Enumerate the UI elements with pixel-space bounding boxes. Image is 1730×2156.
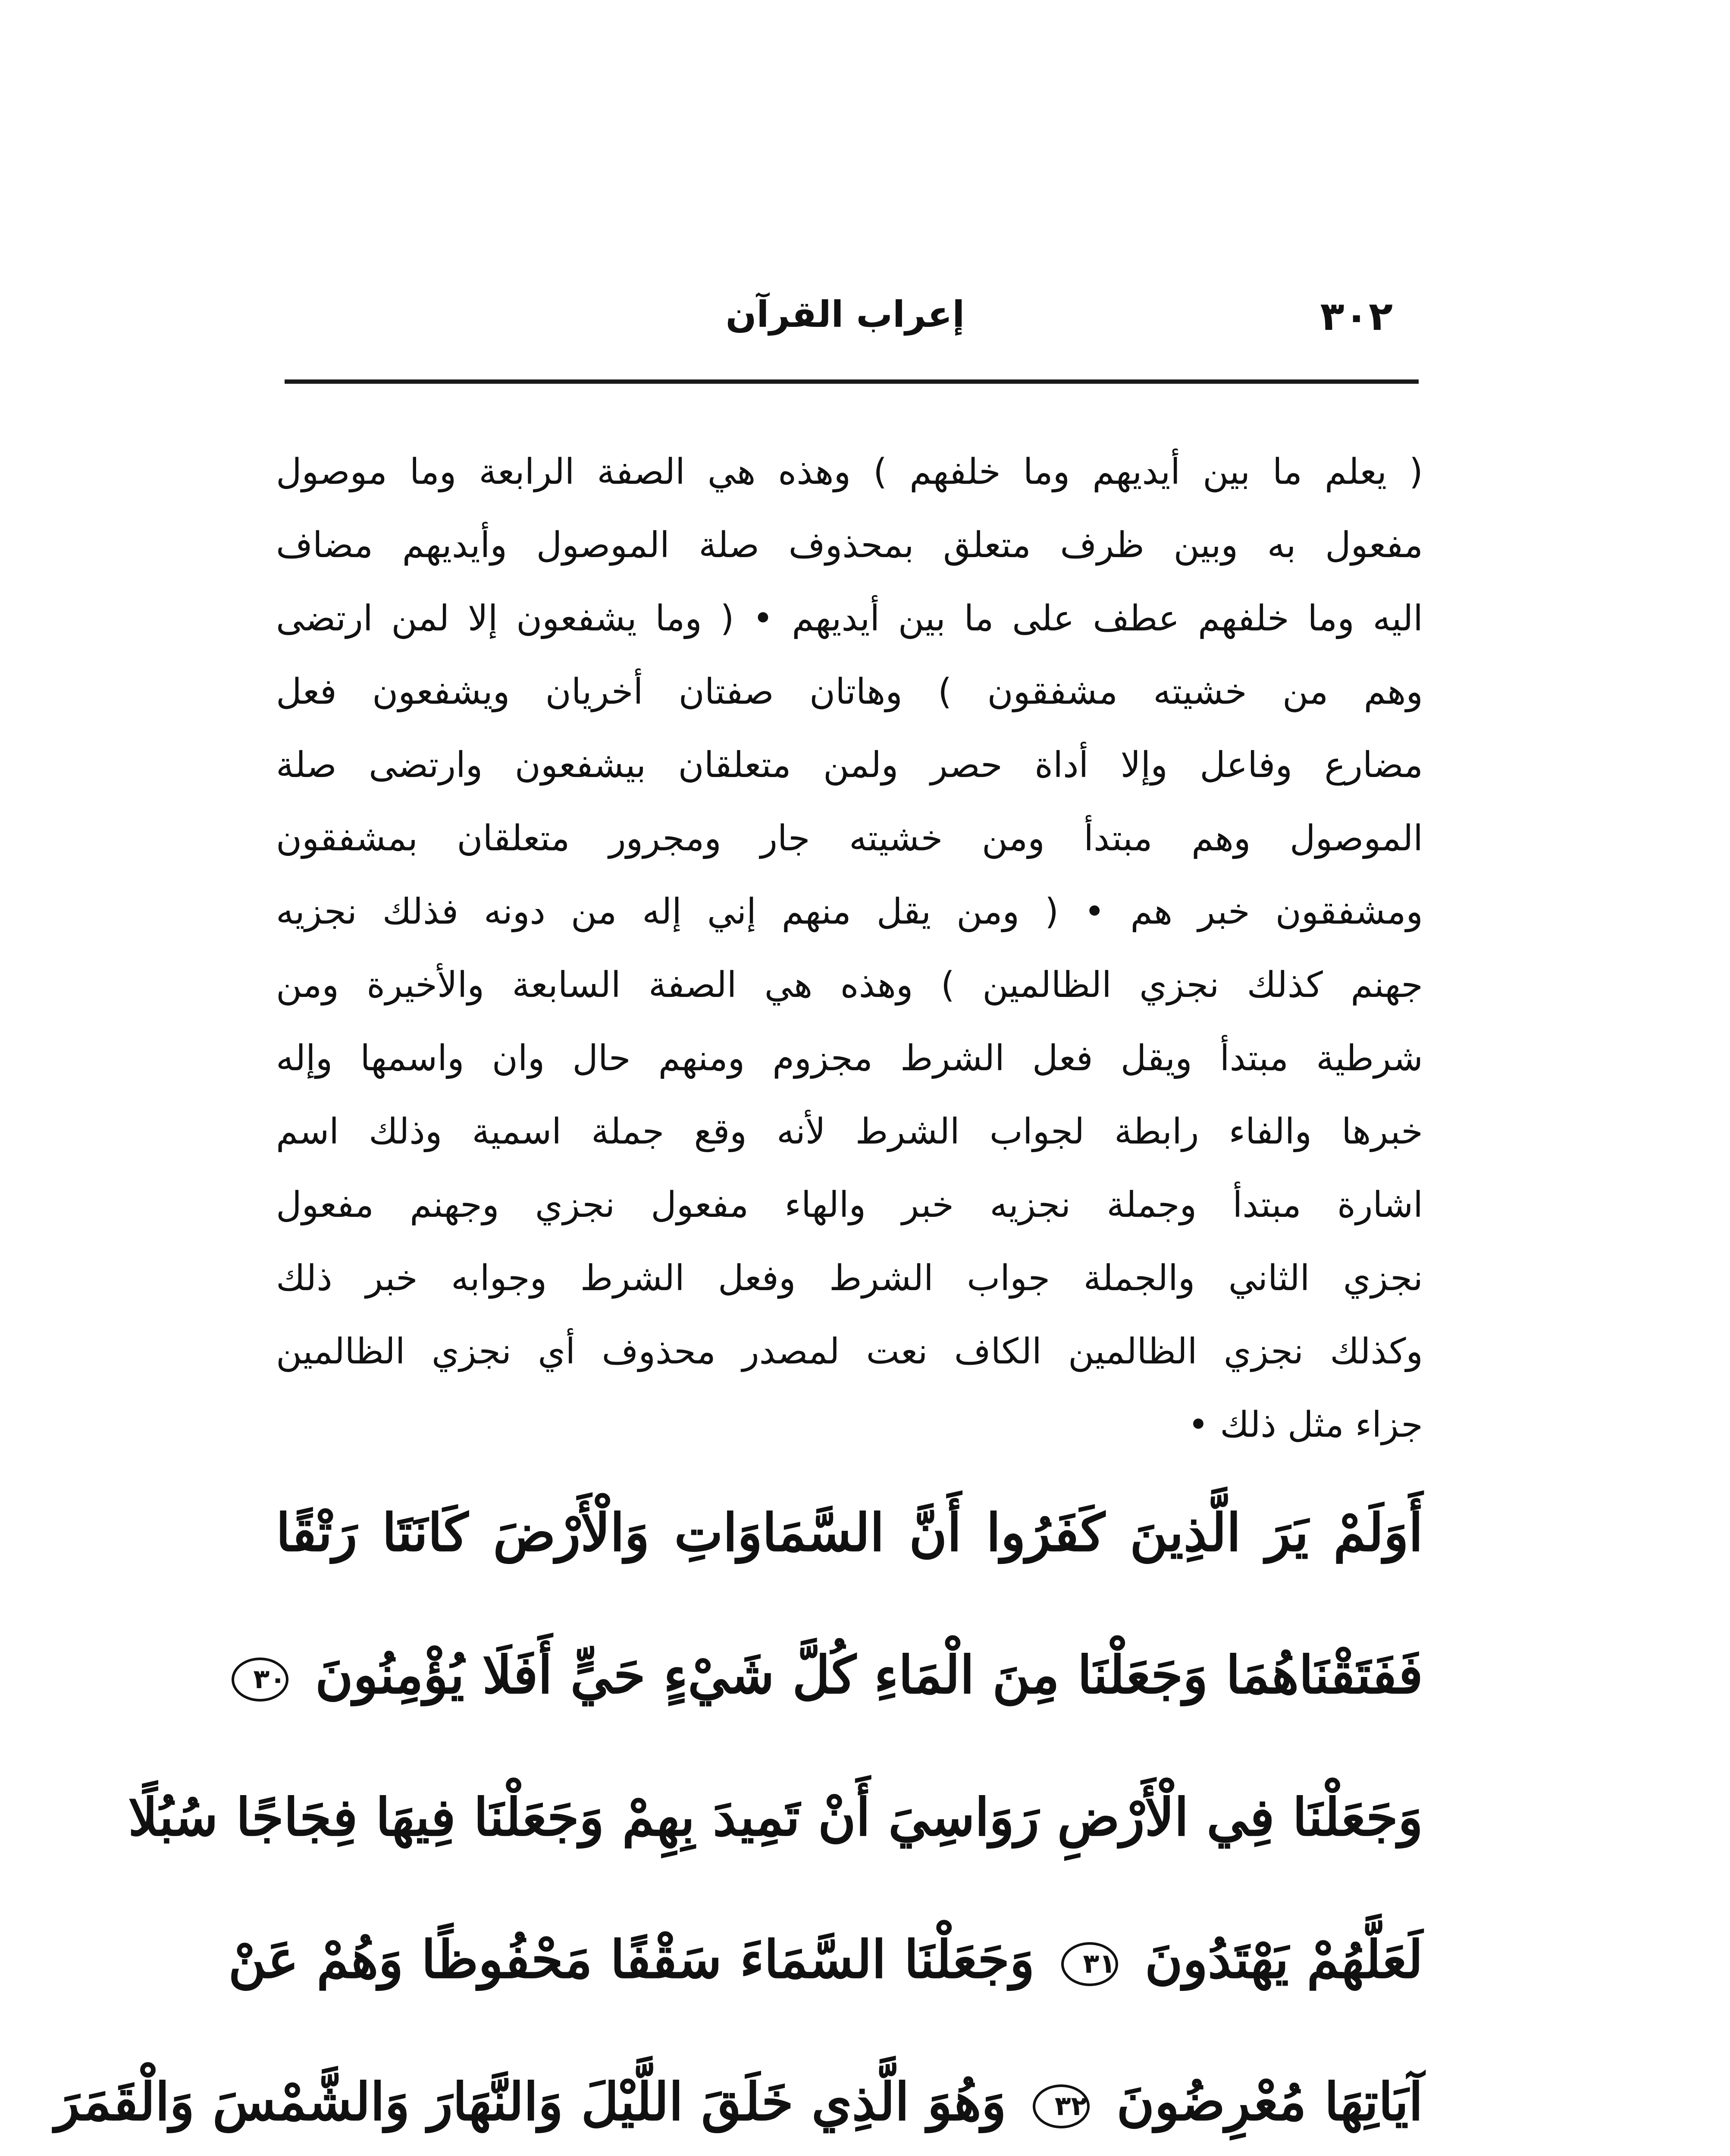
grammatical-commentary <box>276 436 1423 1462</box>
verse-line <box>128 1746 1423 1889</box>
commentary-line: جزاء مثل ذلك • <box>1188 1404 1423 1445</box>
commentary-line: وكذلك نجزي الظالمين الكاف نعت لمصدر محذوف أي نجزي الظالمين <box>276 1331 1423 1372</box>
commentary-line: خبرها والفاء رابطة لجواب الشرط لأنه وقع جملة اسمية وذلك اسم <box>276 1111 1423 1152</box>
commentary-line: اشارة مبتدأ وجملة نجزيه خبر والهاء مفعول نجزي وجهنم مفعول <box>276 1185 1423 1225</box>
ayah-number-marker: ٣١ <box>1061 1942 1118 1986</box>
verse-line <box>276 1462 1423 1604</box>
commentary-line: جهنم كذلك نجزي الظالمين ) وهذه هي الصفة السابعة والأخيرة ومن <box>276 965 1423 1006</box>
verse-line <box>228 1889 1423 2031</box>
commentary-line: شرطية مبتدأ ويقل فعل الشرط مجزوم ومنهم حال وان واسمها وإله <box>276 1038 1423 1079</box>
running-title: إعراب القرآن <box>725 293 965 335</box>
header-divider <box>285 379 1419 384</box>
verse-text: لَعَلَّهُمْ يَهْتَدُونَ <box>1144 1929 1423 1990</box>
verse-text: وَجَعَلْنَا فِي الْأَرْضِ رَوَاسِيَ أَنْ تَمِيدَ بِهِمْ وَجَعَلْنَا فِيهَا فِجَاجًا سُبُلًا <box>128 1787 1423 1848</box>
verse-text: وَجَعَلْنَا السَّمَاءَ سَقْفًا مَحْفُوظًا وَهُمْ عَنْ <box>228 1929 1035 1990</box>
commentary-line: نجزي الثاني والجملة جواب الشرط وفعل الشرط وجوابه خبر ذلك <box>276 1258 1423 1299</box>
commentary-line: الموصول وهم مبتدأ ومن خشيته جار ومجرور متعلقان بمشفقون <box>276 818 1423 859</box>
page-number: ٣٠٢ <box>1320 293 1393 339</box>
verse-line <box>253 1604 1423 1746</box>
commentary-line: مفعول به وبين ظرف متعلق بمحذوف صلة الموصول وأيديهم مضاف <box>276 525 1423 566</box>
ayah-number-marker: ٣٢ <box>1033 2084 1090 2128</box>
commentary-line: ومشفقون خبر هم • ( ومن يقل منهم إني إله من دونه فذلك نجزيه <box>276 891 1423 932</box>
page-header <box>285 259 1419 362</box>
ayah-number-marker: ٣٠ <box>232 1658 288 1702</box>
commentary-line: وهم من خشيته مشفقون ) وهاتان صفتان أخريان ويشفعون فعل <box>276 671 1423 712</box>
verse-line <box>54 2031 1423 2156</box>
quran-verses <box>54 1462 1423 2156</box>
verse-text: أَوَلَمْ يَرَ الَّذِينَ كَفَرُوا أَنَّ السَّمَاوَاتِ وَالْأَرْضَ كَانَتَا رَتْقًا <box>276 1502 1423 1563</box>
commentary-line: اليه وما خلفهم عطف على ما بين أيديهم • ( وما يشفعون إلا لمن ارتضى <box>276 598 1423 639</box>
commentary-line: ( يعلم ما بين أيديهم وما خلفهم ) وهذه هي الصفة الرابعة وما موصول <box>276 451 1423 492</box>
verse-text: آيَاتِهَا مُعْرِضُونَ <box>1116 2071 1423 2132</box>
verse-text: فَفَتَقْنَاهُمَا وَجَعَلْنَا مِنَ الْمَاءِ كُلَّ شَيْءٍ حَيٍّ أَفَلَا يُؤْمِنُونَ <box>315 1645 1423 1705</box>
verse-text: وَهُوَ الَّذِي خَلَقَ اللَّيْلَ وَالنَّهَارَ وَالشَّمْسَ وَالْقَمَرَ <box>54 2071 1006 2132</box>
commentary-line: مضارع وفاعل وإلا أداة حصر ولمن متعلقان بيشفعون وارتضى صلة <box>276 745 1423 786</box>
